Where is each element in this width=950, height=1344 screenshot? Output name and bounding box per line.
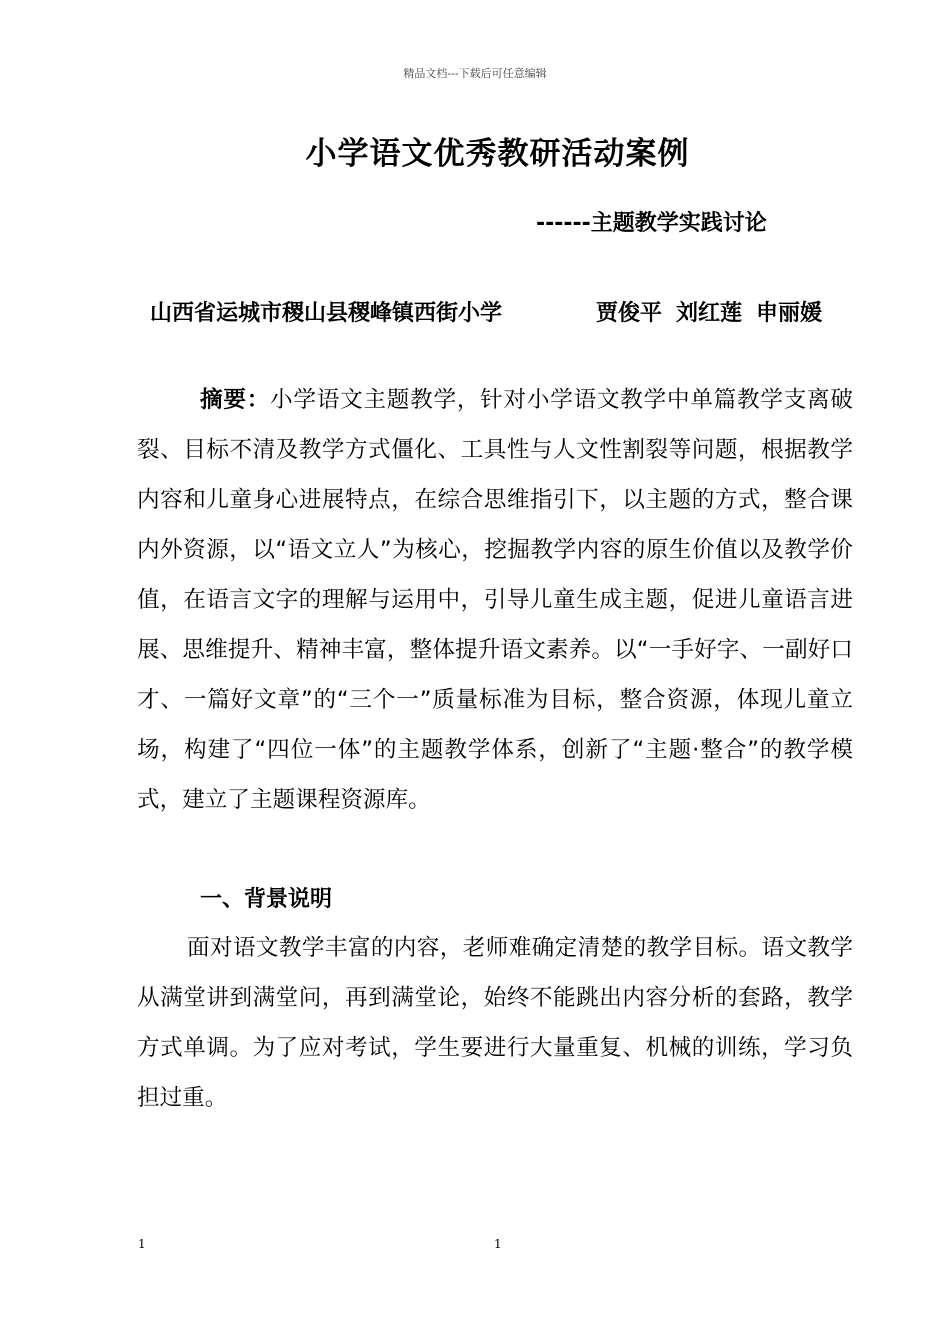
author-name: 刘红莲 xyxy=(676,301,743,326)
document-subtitle: ------主题教学实践讨论 xyxy=(536,211,767,236)
background-paragraph: 面对语文教学丰富的内容，老师难确定清楚的教学目标。语文教学从满堂讲到满堂问，再到满堂论，始终不能跳出内容分析的套路，教学方式单调。为了应对考试，学生要进行大量重复、机械的训练，学习负担过重。 xyxy=(137,935,853,1111)
document-title: 小学语文优秀教研活动案例 xyxy=(305,136,690,172)
abstract-text: 小学语文主题教学，针对小学语文教学中单篇教学支离破裂、目标不清及教学方式僵化、工具性与人文性割裂等问题，根据教学内容和儿童身心进展特点，在综合思维指引下，以主题的方式，整合课内外资源，以“语文立人”为核心，挖掘教学内容的原生价值以及教学价值，在语言文字的理解与运用中，引导儿童生成主题，促进儿童语言进展、思维提升、精神丰富，整体提升语文素养。以“一手好字、一副好口才、一篇好文章”的“三个一”质量标准为目标，整合资源，体现儿童立场，构建了“四位一体”的主题教学体系，创新了“主题·整合”的教学模式，建立了主题课程资源库。 xyxy=(137,387,854,813)
page-header: 精品文档---下载后可任意编辑 xyxy=(403,67,547,80)
author-line xyxy=(150,296,836,327)
footer-page-number-left: 1 xyxy=(138,1237,146,1251)
abstract-label: 摘要： xyxy=(200,387,271,413)
footer-page-number-center: 1 xyxy=(494,1237,502,1251)
abstract-paragraph xyxy=(137,375,853,825)
author-school: 山西省运城市稷山县稷峰镇西街小学 xyxy=(150,301,503,326)
author-name: 申丽媛 xyxy=(756,301,823,326)
section-heading: 一、背景说明 xyxy=(200,887,333,912)
author-name: 贾俊平 xyxy=(596,301,663,326)
